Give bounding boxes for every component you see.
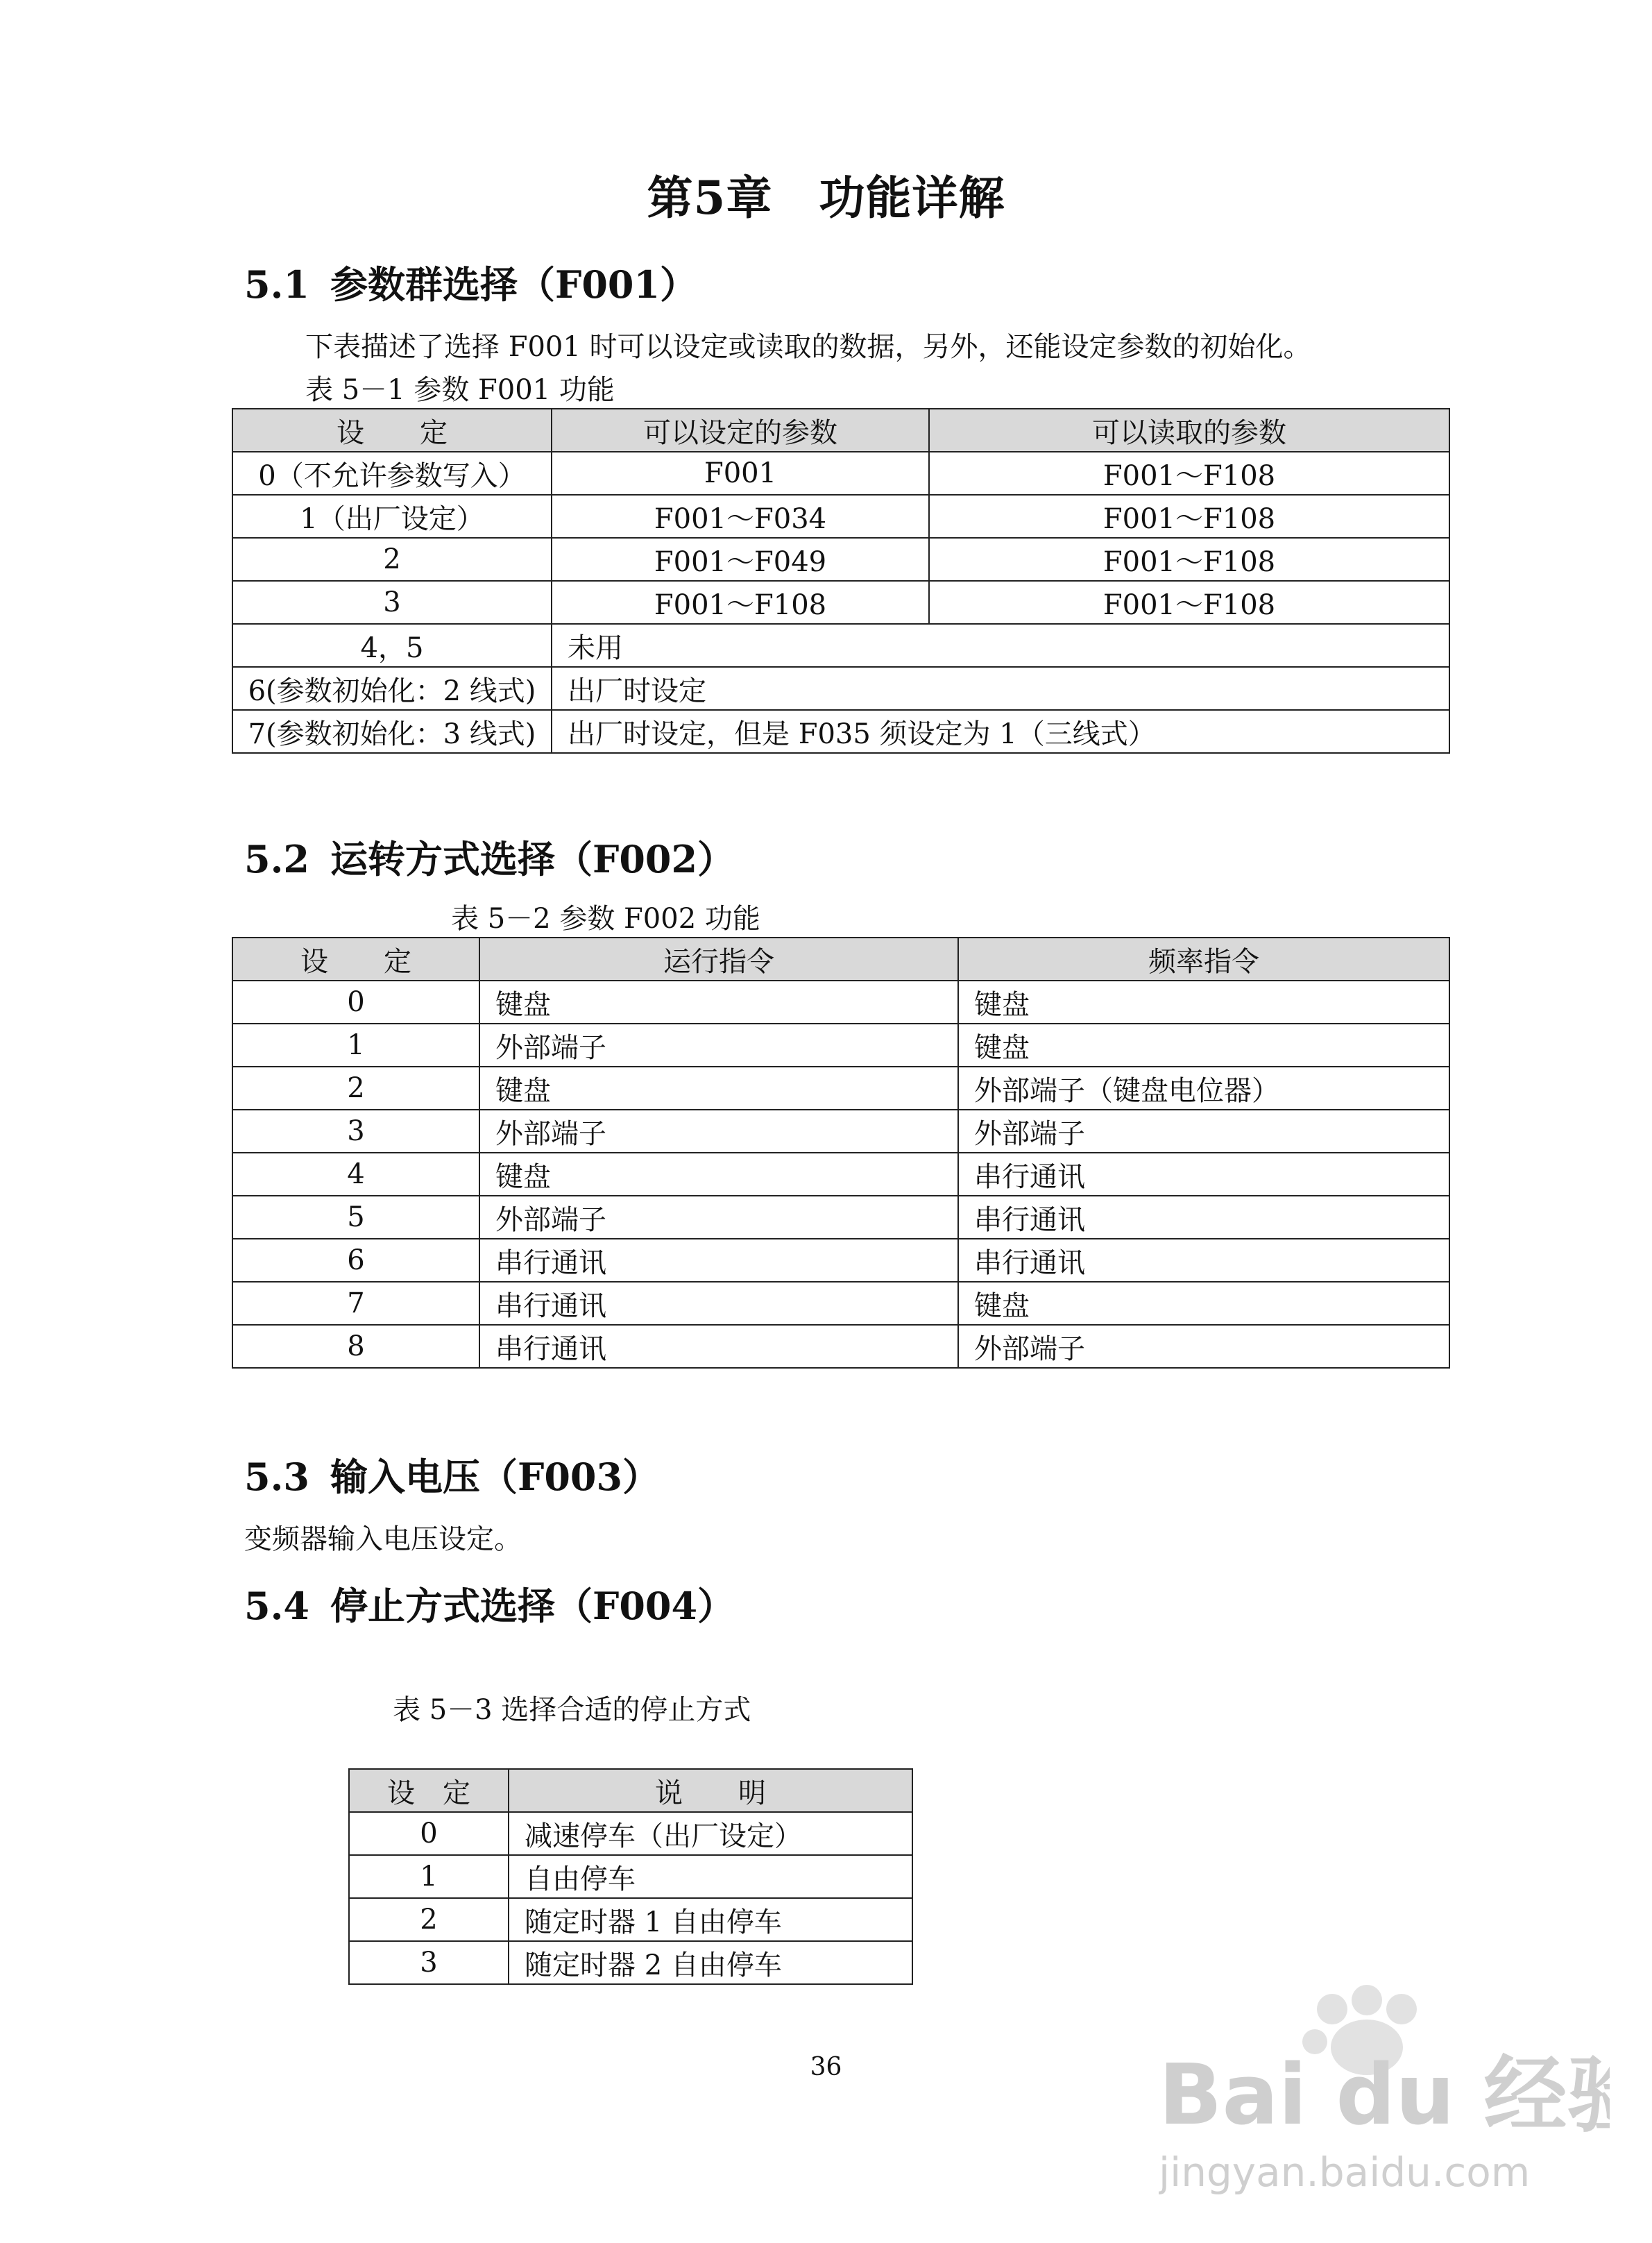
table-cell: 串行通讯 <box>479 1239 958 1282</box>
table-cell: 键盘 <box>479 1067 958 1110</box>
table-row <box>232 1282 1449 1325</box>
table-cell: 自由停车 <box>509 1855 912 1898</box>
table-row <box>232 981 1449 1024</box>
table-row <box>232 538 1449 581</box>
section-5-3-body: 变频器输入电压设定。 <box>244 1523 522 1555</box>
table-cell: 4，5 <box>232 624 552 667</box>
watermark-logo-text: Bai du 经验 <box>1159 2047 1610 2144</box>
table-header-row <box>349 1769 912 1812</box>
table-cell: F001～F108 <box>929 495 1449 538</box>
table-cell: 1 <box>349 1855 509 1898</box>
table-cell: F001～F108 <box>929 581 1449 624</box>
table-5-1 <box>232 408 1450 754</box>
table-header-cell: 频率指令 <box>958 938 1449 981</box>
watermark-logo <box>1159 1978 1610 2207</box>
table-row <box>232 1239 1449 1282</box>
table-cell: 8 <box>232 1325 479 1368</box>
table-cell: 减速停车（出厂设定） <box>509 1812 912 1855</box>
table-cell: 1（出厂设定） <box>232 495 552 538</box>
table-header-cell: 设 定 <box>232 409 552 452</box>
table-5-3 <box>348 1768 913 1985</box>
table-row <box>349 1812 912 1855</box>
section-title: 参数群选择（F001） <box>330 262 698 307</box>
table-cell: 7 <box>232 1282 479 1325</box>
table-cell: F001～F108 <box>929 538 1449 581</box>
table-cell: 4 <box>232 1153 479 1196</box>
table-row <box>349 1898 912 1941</box>
section-5-3-heading <box>244 1448 660 1501</box>
table-row <box>232 495 1449 538</box>
table-cell-merged: 出厂时设定，但是 F035 须设定为 1（三线式） <box>552 710 1449 753</box>
table-cell: F001～F108 <box>929 452 1449 495</box>
table-cell: 串行通讯 <box>958 1196 1449 1239</box>
table-header-row <box>232 938 1449 981</box>
table-header-cell: 说 明 <box>509 1769 912 1812</box>
table-cell: 键盘 <box>958 981 1449 1024</box>
table-cell: 2 <box>232 1067 479 1110</box>
table-cell: 2 <box>232 538 552 581</box>
table-5-1-caption: 表 5－1 参数 F001 功能 <box>305 374 615 406</box>
table-cell: 1 <box>232 1024 479 1067</box>
table-cell: 随定时器 1 自由停车 <box>509 1898 912 1941</box>
table-header-cell: 可以设定的参数 <box>552 409 929 452</box>
table-cell: 3 <box>232 1110 479 1153</box>
section-5-2-heading <box>244 830 735 883</box>
table-cell: 外部端子（键盘电位器） <box>958 1067 1449 1110</box>
table-header-cell: 设 定 <box>349 1769 509 1812</box>
table-row <box>232 1196 1449 1239</box>
table-cell: 外部端子 <box>479 1110 958 1153</box>
table-row <box>232 710 1449 753</box>
table-cell: 5 <box>232 1196 479 1239</box>
table-cell: 串行通讯 <box>479 1325 958 1368</box>
table-row <box>232 581 1449 624</box>
table-cell: 键盘 <box>958 1282 1449 1325</box>
table-cell: 3 <box>232 581 552 624</box>
table-cell: 串行通讯 <box>958 1239 1449 1282</box>
table-cell-merged: 出厂时设定 <box>552 667 1449 710</box>
section-number: 5.1 <box>244 262 309 307</box>
table-cell-merged: 未用 <box>552 624 1449 667</box>
table-row <box>349 1941 912 1984</box>
section-number: 5.4 <box>244 1584 309 1628</box>
table-cell: 键盘 <box>958 1024 1449 1067</box>
section-number: 5.3 <box>244 1455 309 1499</box>
table-5-3-caption: 表 5－3 选择合适的停止方式 <box>393 1694 751 1726</box>
table-header-row <box>232 409 1449 452</box>
section-title: 运转方式选择（F002） <box>330 837 735 881</box>
table-header-cell: 可以读取的参数 <box>929 409 1449 452</box>
table-row <box>232 1024 1449 1067</box>
section-title: 输入电压（F003） <box>330 1455 661 1499</box>
table-header-cell: 设 定 <box>232 938 479 981</box>
table-cell: 键盘 <box>479 1153 958 1196</box>
table-cell: 外部端子 <box>479 1196 958 1239</box>
section-5-1-heading <box>244 255 697 309</box>
table-cell: 外部端子 <box>958 1110 1449 1153</box>
table-cell: 0（不允许参数写入） <box>232 452 552 495</box>
table-cell: 随定时器 2 自由停车 <box>509 1941 912 1984</box>
table-cell: 2 <box>349 1898 509 1941</box>
table-cell: F001～F034 <box>552 495 929 538</box>
table-row <box>232 624 1449 667</box>
table-header-cell: 运行指令 <box>479 938 958 981</box>
section-5-1-intro: 下表描述了选择 F001 时可以设定或读取的数据，另外，还能设定参数的初始化。 <box>305 331 1311 363</box>
section-title: 停止方式选择（F004） <box>330 1584 735 1628</box>
table-row <box>232 452 1449 495</box>
table-cell: 6 <box>232 1239 479 1282</box>
table-cell: F001～F108 <box>552 581 929 624</box>
table-cell: 0 <box>232 981 479 1024</box>
table-cell: 3 <box>349 1941 509 1984</box>
table-5-2 <box>232 937 1450 1369</box>
table-cell: 外部端子 <box>479 1024 958 1067</box>
table-row <box>232 1067 1449 1110</box>
table-cell: 6(参数初始化：2 线式) <box>232 667 552 710</box>
page-number: 36 <box>810 2053 842 2081</box>
table-row <box>232 1110 1449 1153</box>
table-5-2-caption: 表 5－2 参数 F002 功能 <box>451 903 760 935</box>
table-cell: 0 <box>349 1812 509 1855</box>
table-cell: F001～F049 <box>552 538 929 581</box>
table-row <box>232 667 1449 710</box>
table-row <box>232 1153 1449 1196</box>
table-cell: 键盘 <box>479 981 958 1024</box>
table-cell: 串行通讯 <box>479 1282 958 1325</box>
section-number: 5.2 <box>244 837 309 881</box>
table-row <box>349 1855 912 1898</box>
table-cell: 7(参数初始化：3 线式) <box>232 710 552 753</box>
chapter-title: 第5章 功能详解 <box>647 171 1005 225</box>
section-5-4-heading <box>244 1577 735 1630</box>
table-row <box>232 1325 1449 1368</box>
watermark-url: jingyan.baidu.com <box>1159 2149 1531 2196</box>
table-cell: F001 <box>552 452 929 495</box>
baidu-jingyan-watermark <box>1159 1978 1610 2207</box>
table-cell: 串行通讯 <box>958 1153 1449 1196</box>
table-cell: 外部端子 <box>958 1325 1449 1368</box>
